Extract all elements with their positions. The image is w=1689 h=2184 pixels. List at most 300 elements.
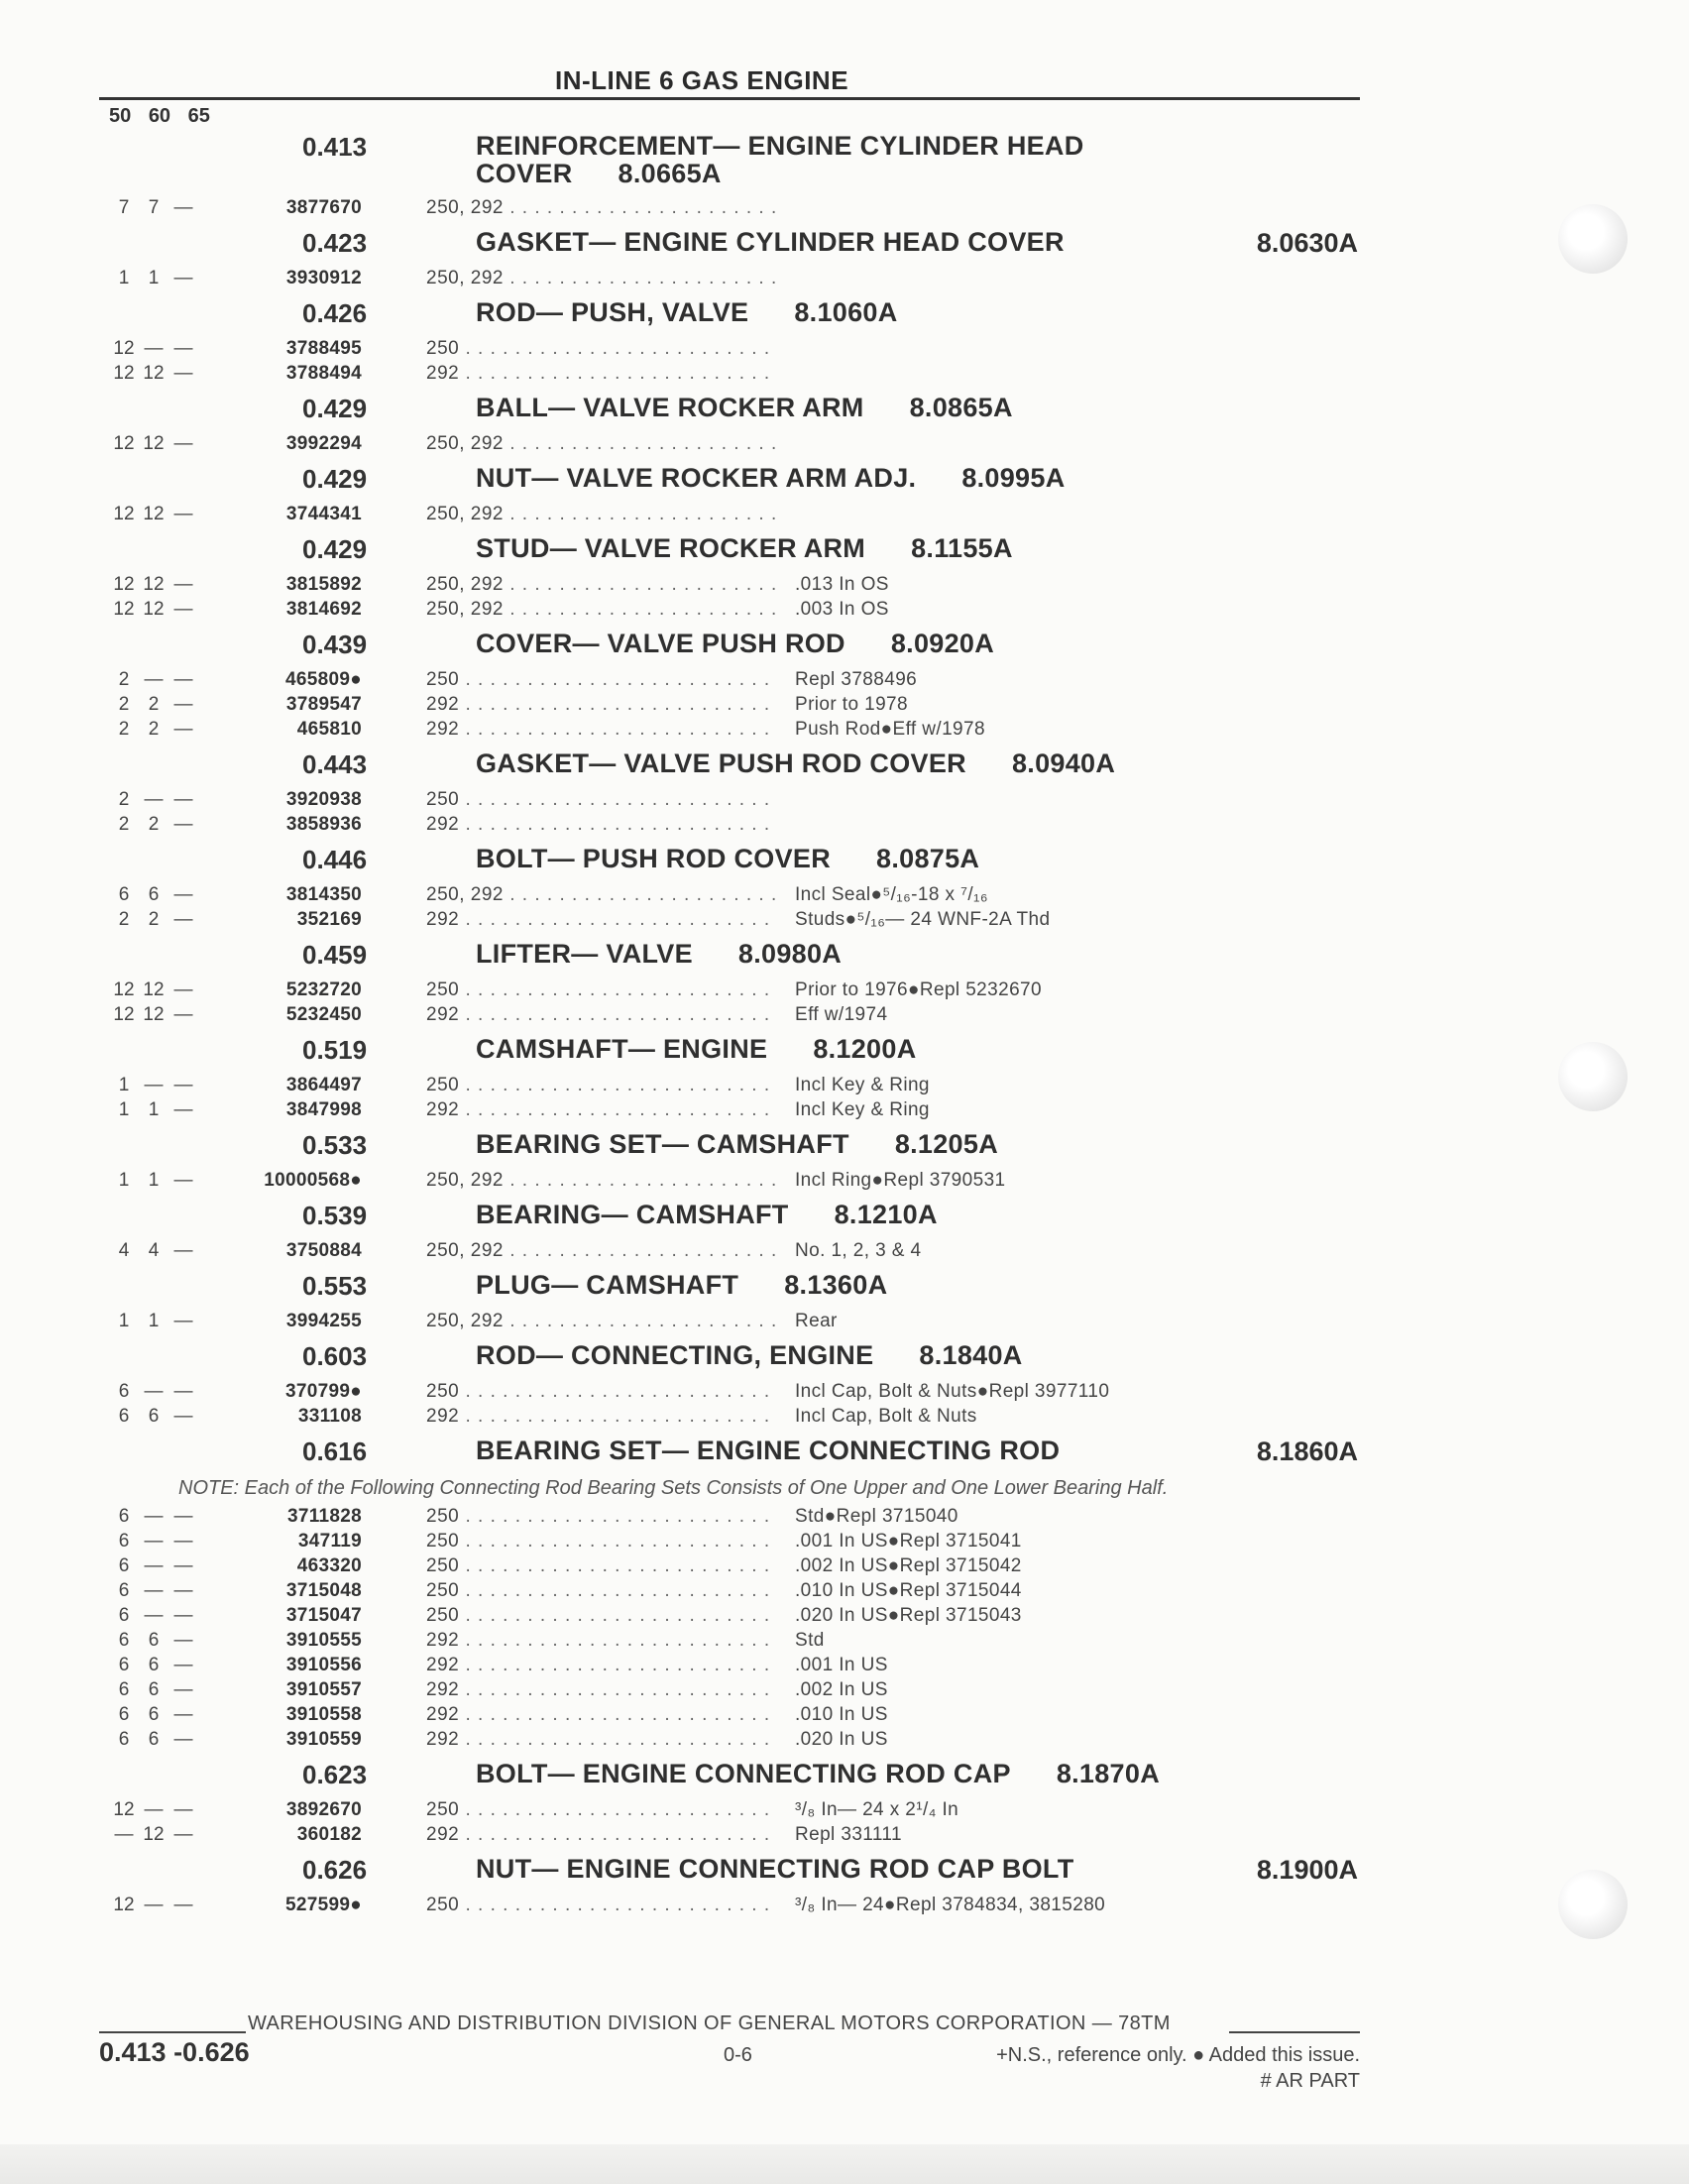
section-title [476, 630, 1229, 657]
quantity-cell: 12 [143, 599, 165, 620]
section-title [476, 394, 1229, 421]
quantity-columns [109, 814, 208, 836]
model-leader [426, 1506, 775, 1530]
part-number: 3994255 [285, 1311, 362, 1331]
quantity-cell: 2 [118, 909, 130, 930]
part-description: Incl Cap, Bolt & Nuts●Repl 3977110 [795, 1381, 1110, 1402]
section-title [476, 1437, 1229, 1464]
part-description: .010 In US●Repl 3715044 [795, 1580, 1022, 1601]
part-row [0, 597, 1689, 622]
quantity-cell: 2 [148, 909, 160, 930]
quantity-cell: 1 [118, 1099, 130, 1120]
quantity-cell: 12 [113, 979, 135, 1000]
quantity-columns [109, 979, 208, 1001]
quantity-cell: 6 [148, 1630, 160, 1651]
quantity-cell: 2 [118, 719, 130, 740]
part-row [0, 1702, 1689, 1727]
section-reference-code: 8.1870A [1056, 1759, 1160, 1788]
part-description: Push Rod●Eff w/1978 [795, 719, 985, 740]
engine-model: 250, 292 . . . [426, 1311, 775, 1331]
engine-model: 250 . . . [426, 1555, 775, 1576]
part-number: 3910557 [285, 1679, 362, 1700]
part-row [0, 1677, 1689, 1702]
part-number: 3789547 [285, 694, 362, 715]
section-reference-code: 8.1860A [1256, 1437, 1358, 1466]
part-number: 3715048 [285, 1580, 362, 1601]
quantity-cell: 7 [148, 197, 160, 218]
quantity-cell: 12 [143, 574, 165, 595]
quantity-columns [109, 909, 208, 931]
quantity-cell: 1 [118, 1170, 130, 1191]
section-heading [0, 1752, 1689, 1797]
part-description: .020 In US [795, 1729, 888, 1750]
part-row [0, 692, 1689, 717]
section-title-text: NUT— VALVE ROCKER ARM ADJ. [476, 463, 917, 493]
part-description: Rear [795, 1311, 838, 1331]
engine-model: 250 . . . [426, 669, 775, 690]
section-title [476, 1271, 1229, 1299]
quantity-cell: — [173, 1655, 193, 1675]
part-row [0, 1379, 1689, 1404]
part-number: 3864497 [285, 1075, 362, 1095]
quantity-cell: 6 [118, 1381, 130, 1402]
section-title [476, 132, 1229, 187]
section-title-text: BEARING SET— ENGINE CONNECTING ROD [476, 1436, 1061, 1465]
model-leader [426, 669, 775, 693]
quantity-cell: 6 [118, 1555, 130, 1576]
part-row [0, 266, 1689, 290]
section-title-text: GASKET— VALVE PUSH ROD COVER [476, 748, 966, 778]
engine-model: 292 . . . [426, 1729, 775, 1750]
part-number: 3815892 [285, 574, 362, 595]
group-number: 0.539 [302, 1201, 368, 1230]
footer-group-range: 0.413 -0.626 [99, 2037, 250, 2067]
engine-model: 250, 292 . . . [426, 1240, 775, 1261]
section-heading [0, 932, 1689, 977]
part-description: Std●Repl 3715040 [795, 1506, 958, 1527]
quantity-cell: 2 [118, 669, 130, 690]
model-leader [426, 268, 775, 291]
quantity-cell: — [173, 1240, 193, 1261]
part-description: ³/₈ In— 24●Repl 3784834, 3815280 [795, 1895, 1106, 1915]
engine-model: 250 . . . [426, 1799, 775, 1820]
quantity-cell: 2 [148, 814, 160, 835]
section-title-text: BALL— VALVE ROCKER ARM [476, 393, 864, 422]
model-leader [426, 1555, 775, 1579]
binder-hole-top [1558, 204, 1628, 274]
section-title-text: NUT— ENGINE CONNECTING ROD CAP BOLT [476, 1854, 1074, 1884]
part-row [0, 1404, 1689, 1429]
engine-model: 250 . . . [426, 338, 775, 359]
quantity-columns [109, 1605, 208, 1627]
model-leader [426, 1824, 775, 1848]
section-reference-code: 8.0980A [737, 939, 843, 969]
quantity-columns [109, 268, 208, 289]
part-description: Repl 331111 [795, 1824, 902, 1845]
part-row [0, 1578, 1689, 1603]
part-number: 3920938 [285, 789, 362, 810]
part-row [0, 1893, 1689, 1917]
group-number: 0.429 [302, 534, 368, 564]
part-row [0, 1727, 1689, 1752]
model-leader [426, 814, 775, 838]
quantity-cell: — [144, 1555, 164, 1576]
part-description: .002 In US [795, 1679, 888, 1700]
quantity-cell: 2 [118, 789, 130, 810]
quantity-columns [109, 338, 208, 360]
group-number: 0.439 [302, 630, 368, 659]
quantity-columns [109, 1704, 208, 1726]
model-leader [426, 1679, 775, 1703]
engine-model: 250, 292 . . . [426, 599, 775, 620]
quantity-cell: — [173, 338, 193, 359]
engine-model: 292 . . . [426, 719, 775, 740]
engine-model: 292 . . . [426, 1824, 775, 1845]
part-row [0, 977, 1689, 1002]
model-leader [426, 1704, 775, 1728]
section-reference-code: 8.1840A [919, 1340, 1023, 1370]
part-number: 3877670 [285, 197, 362, 218]
section-title [476, 1341, 1229, 1369]
legend-line: +N.S., reference only. ● Added this issue. [996, 2044, 1360, 2066]
footer-legend [996, 2042, 1360, 2094]
part-row [0, 1553, 1689, 1578]
column-header: 65 [187, 105, 210, 127]
part-description: Incl Ring●Repl 3790531 [795, 1170, 1006, 1191]
section-heading [0, 456, 1689, 502]
part-number: 3930912 [285, 268, 362, 288]
part-description: Incl Cap, Bolt & Nuts [795, 1406, 977, 1427]
group-number: 0.553 [302, 1271, 368, 1301]
part-description: .001 In US●Repl 3715041 [795, 1531, 1022, 1552]
part-row [0, 812, 1689, 837]
quantity-cell: — [173, 789, 193, 810]
model-leader [426, 363, 775, 387]
quantity-cell: 12 [143, 979, 165, 1000]
part-row [0, 1504, 1689, 1529]
quantity-cell: — [173, 197, 193, 218]
engine-model: 250, 292 . . . [426, 1170, 775, 1191]
quantity-cell: 2 [148, 694, 160, 715]
quantity-cell: — [173, 884, 193, 905]
part-number: 527599● [285, 1895, 362, 1915]
model-leader [426, 979, 775, 1003]
part-number: 465810 [296, 719, 362, 740]
quantity-columns [109, 504, 208, 525]
model-leader [426, 1381, 775, 1405]
quantity-cell: 1 [118, 1075, 130, 1095]
section-reference-code: 8.1900A [1256, 1855, 1358, 1885]
legend-line: # AR PART [1260, 2070, 1360, 2092]
part-number: 3892670 [285, 1799, 362, 1820]
quantity-cell: — [173, 1605, 193, 1626]
engine-model: 292 . . . [426, 363, 775, 384]
quantity-columns [109, 789, 208, 811]
model-leader [426, 1630, 775, 1654]
group-number: 0.603 [302, 1341, 368, 1371]
quantity-cell: — [173, 669, 193, 690]
engine-model: 292 . . . [426, 1704, 775, 1725]
quantity-cell: — [173, 1895, 193, 1915]
quantity-columns [109, 1729, 208, 1751]
engine-model: 292 . . . [426, 694, 775, 715]
parts-listing [0, 124, 1689, 1917]
engine-model: 250, 292 . . . [426, 433, 775, 454]
engine-model: 250 . . . [426, 1895, 775, 1915]
section-heading [0, 1027, 1689, 1073]
part-number: 3750884 [285, 1240, 362, 1261]
part-description: ³/₈ In— 24 x 2¹/₄ In [795, 1799, 959, 1820]
part-number: 3910556 [285, 1655, 362, 1675]
part-number: 370799● [285, 1381, 362, 1402]
quantity-cell: — [173, 1004, 193, 1025]
engine-model: 250 . . . [426, 1605, 775, 1626]
section-title [476, 1035, 1229, 1063]
quantity-cell: 1 [148, 1311, 160, 1331]
quantity-cell: 12 [113, 574, 135, 595]
quantity-cell: 2 [118, 694, 130, 715]
quantity-cell: — [144, 1605, 164, 1626]
section-title-text: PLUG— CAMSHAFT [476, 1270, 739, 1300]
part-description: Prior to 1976●Repl 5232670 [795, 979, 1042, 1000]
quantity-columns [109, 1895, 208, 1916]
quantity-cell: 6 [148, 1729, 160, 1750]
model-leader [426, 574, 775, 598]
part-row [0, 1628, 1689, 1653]
quantity-cell: — [173, 363, 193, 384]
part-row [0, 1529, 1689, 1553]
quantity-cell: — [173, 719, 193, 740]
quantity-cell: — [173, 599, 193, 620]
quantity-cell: 2 [148, 719, 160, 740]
section-heading [0, 124, 1689, 195]
part-description: Repl 3788496 [795, 669, 918, 690]
quantity-columns [109, 1679, 208, 1701]
quantity-cell: 6 [118, 1580, 130, 1601]
quantity-cell: 6 [118, 1679, 130, 1700]
group-number: 0.443 [302, 749, 368, 779]
part-number: 3715047 [285, 1605, 362, 1626]
model-leader [426, 1406, 775, 1430]
quantity-cell: 4 [118, 1240, 130, 1261]
section-reference-code: 8.0920A [890, 629, 995, 658]
quantity-cell: — [173, 1406, 193, 1427]
section-title [476, 298, 1229, 326]
engine-model: 292 . . . [426, 909, 775, 930]
engine-model: 292 . . . [426, 1406, 775, 1427]
binder-hole-middle [1558, 1042, 1628, 1111]
part-description: .002 In US●Repl 3715042 [795, 1555, 1022, 1576]
section-title [476, 534, 1229, 562]
section-title-text: COVER— VALVE PUSH ROD [476, 629, 845, 658]
section-title-text: ROD— CONNECTING, ENGINE [476, 1340, 874, 1370]
section-heading [0, 1847, 1689, 1893]
engine-model: 292 . . . [426, 1679, 775, 1700]
engine-model: 250, 292 . . . [426, 268, 775, 288]
quantity-cell: 1 [118, 268, 130, 288]
quantity-cell: — [173, 1704, 193, 1725]
part-row [0, 667, 1689, 692]
part-row [0, 1603, 1689, 1628]
quantity-columns [109, 719, 208, 741]
quantity-cell: — [144, 1531, 164, 1552]
section-title-text: REINFORCEMENT— ENGINE CYLINDER HEAD [476, 131, 1084, 161]
engine-model: 292 . . . [426, 1099, 775, 1120]
part-description: .013 In OS [795, 574, 889, 595]
quantity-cell: — [144, 1895, 164, 1915]
quantity-columns [109, 694, 208, 716]
model-leader [426, 599, 775, 623]
section-heading [0, 1429, 1689, 1474]
section-reference-code: 8.1205A [894, 1129, 998, 1159]
quantity-columns [109, 1630, 208, 1652]
quantity-cell: 12 [113, 338, 135, 359]
model-leader [426, 1895, 775, 1918]
quantity-cell: — [144, 1799, 164, 1820]
quantity-cell: 6 [118, 1406, 130, 1427]
quantity-cell: — [144, 789, 164, 810]
quantity-cell: — [173, 1630, 193, 1651]
quantity-cell: — [173, 1311, 193, 1331]
quantity-columns [109, 1004, 208, 1026]
footer-publisher-line: WAREHOUSING AND DISTRIBUTION DIVISION OF GENERAL MOTORS CORPORATION — 78TM [248, 2012, 1171, 2034]
part-row [0, 572, 1689, 597]
engine-model: 250, 292 . . . [426, 884, 775, 905]
engine-model: 250 . . . [426, 789, 775, 810]
quantity-cell: 6 [148, 1655, 160, 1675]
group-number: 0.623 [302, 1760, 368, 1789]
quantity-cell: — [173, 504, 193, 524]
part-row [0, 1309, 1689, 1333]
section-title [476, 464, 1229, 492]
quantity-cell: 6 [148, 1406, 160, 1427]
group-number: 0.429 [302, 464, 368, 494]
quantity-cell: 1 [148, 1099, 160, 1120]
quantity-cell: — [173, 909, 193, 930]
header-rule [99, 97, 1360, 100]
column-header: 60 [148, 105, 171, 127]
engine-model: 292 . . . [426, 814, 775, 835]
part-number: 3858936 [285, 814, 362, 835]
part-row [0, 361, 1689, 386]
section-reference-code: 8.1060A [794, 297, 898, 327]
quantity-columns [109, 1655, 208, 1676]
model-leader [426, 1799, 775, 1823]
engine-model: 292 . . . [426, 1655, 775, 1675]
page-title: IN-LINE 6 GAS ENGINE [555, 65, 849, 95]
part-number: 465809● [285, 669, 362, 690]
part-description: Incl Key & Ring [795, 1075, 930, 1095]
quantity-cell: 6 [118, 1531, 130, 1552]
part-row [0, 882, 1689, 907]
part-row [0, 787, 1689, 812]
part-number: 3910559 [285, 1729, 362, 1750]
engine-model: 250 . . . [426, 1531, 775, 1552]
section-reference-code: 8.1155A [911, 533, 1013, 563]
section-title [476, 1130, 1229, 1158]
quantity-columns [109, 1799, 208, 1821]
footer-rule-right [1229, 2031, 1360, 2033]
quantity-cell: 12 [113, 1004, 135, 1025]
quantity-columns [109, 884, 208, 906]
engine-model: 292 . . . [426, 1630, 775, 1651]
quantity-cell: — [173, 433, 193, 454]
group-number: 0.616 [302, 1437, 368, 1466]
quantity-cell: — [173, 1729, 193, 1750]
quantity-cell: — [144, 1381, 164, 1402]
quantity-columns [109, 1381, 208, 1403]
section-reference-code: 8.0665A [618, 159, 722, 188]
section-reference-code: 8.0875A [876, 844, 980, 873]
quantity-cell: 6 [148, 1679, 160, 1700]
quantity-cell: 12 [143, 1004, 165, 1025]
part-number: 5232450 [285, 1004, 362, 1025]
model-leader [426, 1655, 775, 1678]
engine-model: 250, 292 . . . [426, 197, 775, 218]
quantity-columns [109, 433, 208, 455]
part-number: 5232720 [285, 979, 362, 1000]
group-number: 0.446 [302, 845, 368, 874]
section-reference-code: 8.0630A [1256, 228, 1358, 258]
section-reference-code: 8.1210A [834, 1200, 938, 1229]
quantity-columns [109, 1580, 208, 1602]
quantity-cell: — [173, 1506, 193, 1527]
engine-model: 250 . . . [426, 979, 775, 1000]
model-leader [426, 1075, 775, 1098]
quantity-columns [109, 669, 208, 691]
section-title-text: COVER [476, 159, 573, 188]
quantity-cell: 6 [118, 1605, 130, 1626]
quantity-cell: 12 [143, 1824, 165, 1845]
engine-model: 250 . . . [426, 1075, 775, 1095]
quantity-cell: 6 [148, 1704, 160, 1725]
model-leader [426, 504, 775, 527]
binder-hole-bottom [1558, 1870, 1628, 1939]
quantity-cell: — [173, 1381, 193, 1402]
part-description: .001 In US [795, 1655, 888, 1675]
model-leader [426, 694, 775, 718]
quantity-cell: — [173, 694, 193, 715]
quantity-columns [109, 1240, 208, 1262]
quantity-cell: 6 [148, 884, 160, 905]
quantity-cell: 1 [148, 268, 160, 288]
quantity-columns [109, 1406, 208, 1428]
part-row [0, 502, 1689, 526]
section-title-text: BEARING SET— CAMSHAFT [476, 1129, 849, 1159]
model-leader [426, 1311, 775, 1334]
part-description: Incl Seal●⁵/₁₆-18 x ⁷/₁₆ [795, 884, 988, 905]
group-number: 0.413 [302, 132, 368, 162]
section-title-text: GASKET— ENGINE CYLINDER HEAD COVER [476, 227, 1065, 257]
engine-model: 250, 292 . . . [426, 574, 775, 595]
quantity-cell: — [173, 1580, 193, 1601]
part-description: .020 In US●Repl 3715043 [795, 1605, 1022, 1626]
part-row [0, 431, 1689, 456]
quantity-cell: — [144, 1075, 164, 1095]
quantity-cell: 2 [118, 814, 130, 835]
engine-model: 292 . . . [426, 1004, 775, 1025]
section-heading [0, 526, 1689, 572]
part-row [0, 907, 1689, 932]
quantity-cell: 6 [118, 884, 130, 905]
quantity-columns [109, 197, 208, 219]
part-number: 347119 [297, 1531, 362, 1552]
quantity-columns [109, 1099, 208, 1121]
part-row [0, 1653, 1689, 1677]
group-number: 0.533 [302, 1130, 368, 1160]
model-leader [426, 1099, 775, 1123]
quantity-cell: 1 [148, 1170, 160, 1191]
